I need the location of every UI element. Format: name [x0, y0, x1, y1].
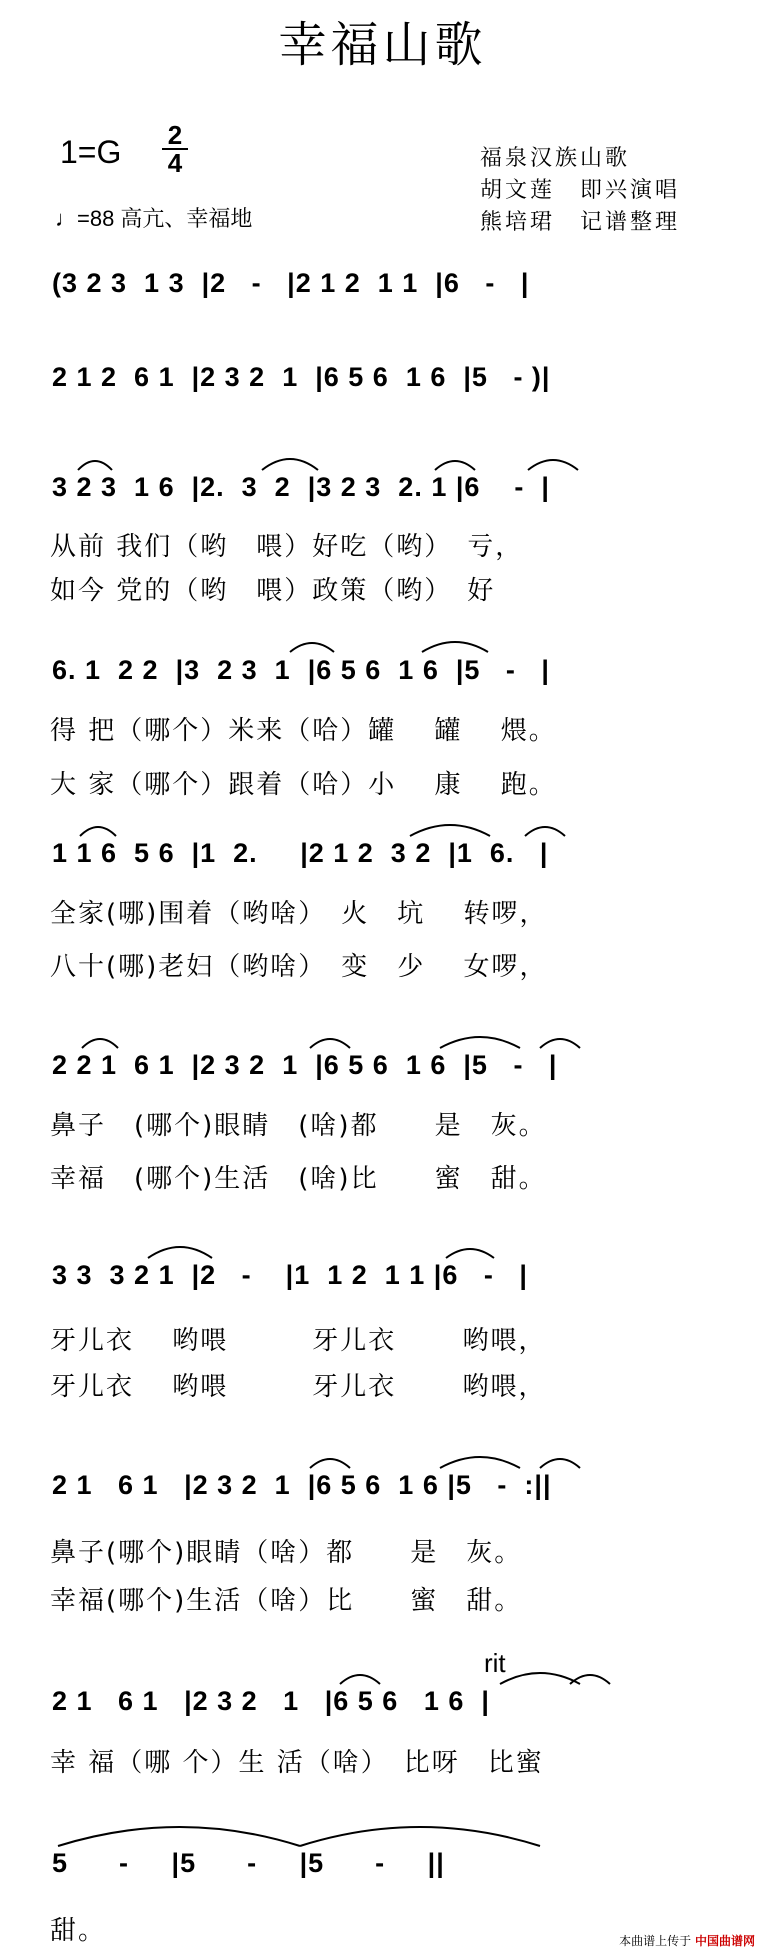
notation-line: 2 1 6 1 |2 3 2 1 |6 5 6 1 6 | — [52, 1686, 490, 1716]
lyric-line: 从前 我们（哟 喂）好吃（哟） 亏， — [50, 532, 524, 562]
time-signature-top: 2 — [167, 120, 183, 150]
footer-prefix: 本曲谱上传于 — [619, 1934, 692, 1948]
song-title: 幸福山歌 — [278, 17, 487, 73]
notation-line: 2 1 6 1 |2 3 2 1 |6 5 6 1 6 |5 - :|| — [52, 1470, 552, 1500]
lyric-line: 幸福 (哪个)生活 (啥)比 蜜 甜。 — [50, 1164, 547, 1194]
time-signature-bottom: 4 — [167, 148, 183, 178]
rit-marking: rit — [484, 1648, 506, 1678]
lyric-line: 鼻子 (哪个)眼睛 (啥)都 是 灰。 — [50, 1111, 547, 1141]
lyric-line: 牙儿衣 哟喂 牙儿衣 哟喂， — [50, 1372, 547, 1402]
lyric-line: 得 把（哪个）米来（哈）罐 罐 煨。 — [50, 716, 557, 746]
credit-line: 熊培珺 记谱整理 — [480, 210, 681, 235]
lyric-line: 如今 党的（哟 喂）政策（哟） 好 — [50, 576, 496, 606]
lyric-line: 全家(哪)围着（哟啥） 火 坑 转啰， — [50, 899, 548, 929]
notation-line: 2 2 1 6 1 |2 3 2 1 |6 5 6 1 6 |5 - | — [52, 1050, 558, 1080]
notation-line: 2 1 2 6 1 |2 3 2 1 |6 5 6 1 6 |5 - )| — [52, 362, 551, 392]
credit-line: 福泉汉族山歌 — [480, 146, 631, 171]
tempo-marking: ♩=88 高亢、幸福地 — [55, 206, 253, 231]
notation-line: 6. 1 2 2 |3 2 3 1 |6 5 6 1 6 |5 - | — [52, 655, 550, 685]
notation-line: 5 - |5 - |5 - || — [52, 1848, 445, 1878]
lyric-line: 甜。 — [50, 1916, 107, 1946]
lyric-line: 牙儿衣 哟喂 牙儿衣 哟喂， — [50, 1326, 547, 1356]
footer-credit — [619, 1932, 755, 1949]
lyric-line: 八十(哪)老妇（哟啥） 变 少 女啰， — [50, 952, 548, 982]
credit-line: 胡文莲 即兴演唱 — [480, 178, 681, 203]
footer-site[interactable]: 中国曲谱网 — [694, 1934, 755, 1948]
lyric-line: 鼻子(哪个)眼睛（啥）都 是 灰。 — [50, 1538, 523, 1568]
key-signature: 1=G — [60, 134, 122, 170]
lyric-line: 幸福(哪个)生活（啥）比 蜜 甜。 — [50, 1586, 523, 1616]
lyric-line: 幸 福（哪 个）生 活（啥） 比呀 比蜜 — [50, 1748, 544, 1778]
notation-line: 3 3 3 2 1 |2 - |1 1 2 1 1 |6 - | — [52, 1260, 528, 1290]
notation-line: 1 1 6 5 6 |1 2. |2 1 2 3 2 |1 6. | — [52, 838, 549, 868]
notation-line: (3 2 3 1 3 |2 - |2 1 2 1 1 |6 - | — [52, 268, 530, 298]
lyric-line: 大 家（哪个）跟着（哈）小 康 跑。 — [50, 770, 557, 800]
notation-line: 3 2 3 1 6 |2. 3 2 |3 2 3 2. 1 |6 - | — [52, 472, 550, 502]
